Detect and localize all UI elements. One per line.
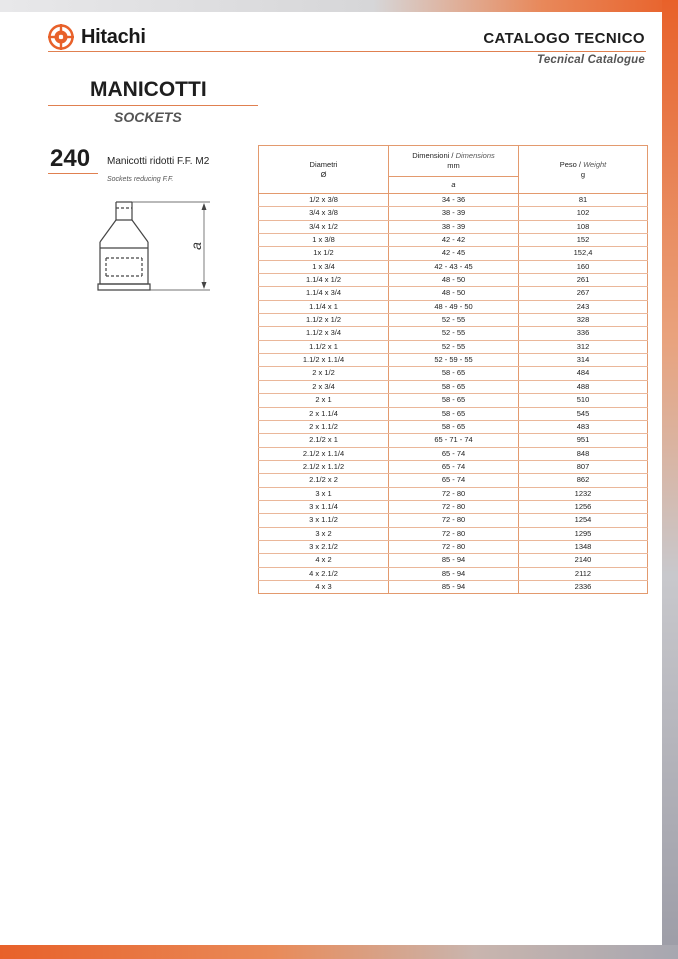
drawing-dimension-label: a — [187, 242, 204, 250]
table-row — [259, 580, 648, 593]
section-divider — [48, 105, 258, 106]
cell-dimension: 65 - 71 - 74 — [389, 434, 519, 447]
cell-weight: 1348 — [519, 540, 648, 553]
cell-dimension: 85 - 94 — [389, 580, 519, 593]
dimensions-table — [258, 145, 648, 594]
cell-weight: 483 — [519, 420, 648, 433]
cell-weight: 807 — [519, 460, 648, 473]
table-row — [259, 194, 648, 207]
cell-diameter: 2 x 1.1/4 — [259, 407, 389, 420]
cell-diameter: 3 x 2 — [259, 527, 389, 540]
table-row — [259, 340, 648, 353]
cell-diameter: 3 x 1.1/4 — [259, 500, 389, 513]
cell-dimension: 72 - 80 — [389, 500, 519, 513]
cell-diameter: 1.1/2 x 1 — [259, 340, 389, 353]
cell-weight: 848 — [519, 447, 648, 460]
cell-weight: 267 — [519, 287, 648, 300]
cell-diameter: 1 x 3/8 — [259, 234, 389, 247]
column-header-dimensions: Dimensioni / Dimensions mm — [389, 146, 519, 177]
table-row — [259, 567, 648, 580]
cell-weight: 312 — [519, 340, 648, 353]
table-row — [259, 220, 648, 233]
cell-weight: 1295 — [519, 527, 648, 540]
cell-diameter: 1x 1/2 — [259, 247, 389, 260]
cell-diameter: 1.1/2 x 1.1/4 — [259, 354, 389, 367]
cell-weight: 314 — [519, 354, 648, 367]
table-row — [259, 514, 648, 527]
cell-diameter: 1.1/4 x 1/2 — [259, 274, 389, 287]
cell-weight: 1254 — [519, 514, 648, 527]
table-row — [259, 460, 648, 473]
section-subtitle: SOCKETS — [114, 109, 182, 125]
cell-diameter: 1.1/4 x 1 — [259, 300, 389, 313]
cell-dimension: 65 - 74 — [389, 474, 519, 487]
cell-dimension: 38 - 39 — [389, 207, 519, 220]
cell-weight: 2336 — [519, 580, 648, 593]
cell-weight: 152,4 — [519, 247, 648, 260]
cell-weight: 2140 — [519, 554, 648, 567]
table-row — [259, 394, 648, 407]
cell-weight: 243 — [519, 300, 648, 313]
cell-dimension: 58 - 65 — [389, 394, 519, 407]
cell-diameter: 3/4 x 1/2 — [259, 220, 389, 233]
table-body — [259, 194, 648, 594]
cell-dimension: 58 - 65 — [389, 380, 519, 393]
cell-dimension: 48 - 49 - 50 — [389, 300, 519, 313]
cell-weight: 488 — [519, 380, 648, 393]
cell-diameter: 3/4 x 3/8 — [259, 207, 389, 220]
product-name-english: Sockets reducing F.F. — [107, 176, 174, 183]
cell-dimension: 52 - 59 - 55 — [389, 354, 519, 367]
cell-dimension: 58 - 65 — [389, 367, 519, 380]
cell-diameter: 2.1/2 x 1.1/4 — [259, 447, 389, 460]
cell-dimension: 65 - 74 — [389, 460, 519, 473]
cell-dimension: 58 - 65 — [389, 420, 519, 433]
cell-dimension: 58 - 65 — [389, 407, 519, 420]
cell-weight: 484 — [519, 367, 648, 380]
cell-dimension: 34 - 36 — [389, 194, 519, 207]
table-row — [259, 474, 648, 487]
table-row — [259, 447, 648, 460]
table-row — [259, 367, 648, 380]
table-row — [259, 354, 648, 367]
table-row — [259, 260, 648, 273]
table-row — [259, 287, 648, 300]
cell-diameter: 1.1/2 x 1/2 — [259, 314, 389, 327]
socket-technical-drawing — [86, 190, 224, 320]
cell-weight: 951 — [519, 434, 648, 447]
cell-weight: 328 — [519, 314, 648, 327]
cell-dimension: 52 - 55 — [389, 340, 519, 353]
cell-weight: 261 — [519, 274, 648, 287]
column-header-diameter: Diametri Ø — [259, 146, 389, 194]
cell-diameter: 2 x 3/4 — [259, 380, 389, 393]
cell-dimension: 52 - 55 — [389, 327, 519, 340]
cell-dimension: 48 - 50 — [389, 287, 519, 300]
cell-diameter: 3 x 1.1/2 — [259, 514, 389, 527]
cell-diameter: 2 x 1.1/2 — [259, 420, 389, 433]
cell-dimension: 72 - 80 — [389, 487, 519, 500]
cell-weight: 102 — [519, 207, 648, 220]
cell-dimension: 42 - 42 — [389, 234, 519, 247]
cell-diameter: 1/2 x 3/8 — [259, 194, 389, 207]
column-header-weight: Peso / Weight g — [519, 146, 648, 194]
cell-weight: 336 — [519, 327, 648, 340]
cell-dimension: 85 - 94 — [389, 567, 519, 580]
cell-diameter: 3 x 1 — [259, 487, 389, 500]
cell-weight: 545 — [519, 407, 648, 420]
table-row — [259, 247, 648, 260]
table-row — [259, 420, 648, 433]
product-name: Manicotti ridotti F.F. M2 — [107, 156, 210, 167]
table-row — [259, 300, 648, 313]
header-divider — [48, 51, 646, 52]
cell-diameter: 2 x 1/2 — [259, 367, 389, 380]
cell-diameter: 1.1/4 x 3/4 — [259, 287, 389, 300]
catalog-title: CATALOGO TECNICO — [483, 30, 645, 47]
cell-diameter: 2.1/2 x 2 — [259, 474, 389, 487]
cell-dimension: 72 - 80 — [389, 540, 519, 553]
cell-weight: 1232 — [519, 487, 648, 500]
table-row — [259, 487, 648, 500]
table-row — [259, 380, 648, 393]
cell-dimension: 52 - 55 — [389, 314, 519, 327]
table-row — [259, 207, 648, 220]
cell-diameter: 4 x 3 — [315, 581, 332, 591]
cell-dimension: 72 - 80 — [389, 514, 519, 527]
table-row — [259, 500, 648, 513]
brand-name: Hitachi — [81, 25, 146, 48]
product-code: 240 — [50, 145, 91, 172]
cell-dimension: 65 - 74 — [389, 447, 519, 460]
right-decorative-bar — [662, 0, 678, 959]
table-row — [259, 527, 648, 540]
cell-weight: 81 — [519, 194, 648, 207]
cell-diameter: 2 x 1 — [259, 394, 389, 407]
table-row — [259, 554, 648, 567]
cell-dimension: 38 - 39 — [389, 220, 519, 233]
cell-weight: 108 — [519, 220, 648, 233]
cell-dimension: 85 - 94 — [389, 554, 519, 567]
top-decorative-bar — [0, 0, 678, 12]
table-row — [259, 234, 648, 247]
table-row — [259, 274, 648, 287]
hitachi-valve-icon — [48, 24, 74, 50]
cell-weight: 510 — [519, 394, 648, 407]
table-row — [259, 314, 648, 327]
cell-weight: 160 — [519, 260, 648, 273]
brand-logo — [48, 24, 146, 50]
cell-diameter: 4 x 2 — [259, 554, 389, 567]
column-subheader-a: a — [389, 177, 519, 194]
table-row — [259, 407, 648, 420]
cell-diameter: 4 x 2.1/2 — [259, 567, 389, 580]
cell-diameter: 1 x 3/4 — [259, 260, 389, 273]
cell-diameter: 2.1/2 x 1 — [259, 434, 389, 447]
cell-weight: 152 — [519, 234, 648, 247]
cell-diameter: 1.1/2 x 3/4 — [259, 327, 389, 340]
cell-diameter: 3 x 2.1/2 — [259, 540, 389, 553]
bottom-decorative-bar — [0, 945, 678, 959]
cell-dimension: 42 - 43 - 45 — [389, 260, 519, 273]
cell-weight: 2112 — [519, 567, 648, 580]
table-row — [259, 540, 648, 553]
table-row — [259, 434, 648, 447]
cell-dimension: 42 - 45 — [389, 247, 519, 260]
catalog-subtitle: Tecnical Catalogue — [537, 54, 645, 66]
cell-dimension: 48 - 50 — [389, 274, 519, 287]
cell-diameter: 2.1/2 x 1.1/2 — [259, 460, 389, 473]
section-title: MANICOTTI — [90, 78, 207, 101]
table-row — [259, 327, 648, 340]
cell-weight: 1256 — [519, 500, 648, 513]
cell-dimension: 72 - 80 — [389, 527, 519, 540]
product-code-underline — [48, 173, 98, 174]
cell-weight: 862 — [519, 474, 648, 487]
